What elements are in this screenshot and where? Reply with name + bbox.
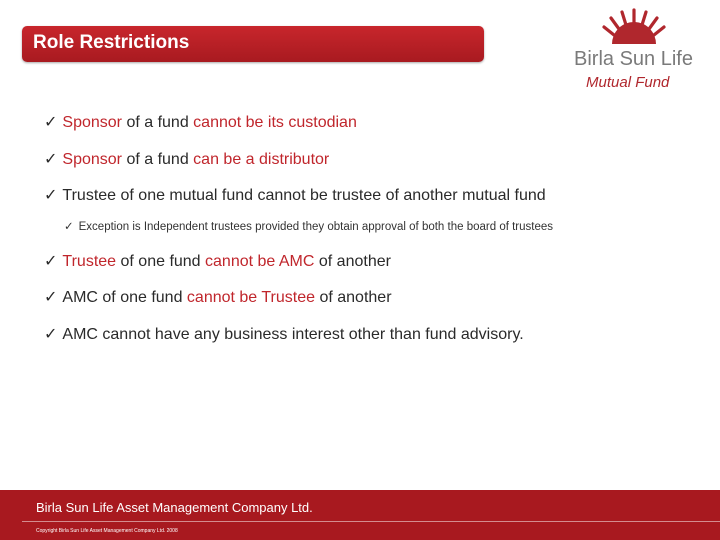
bullet-text: of a fund bbox=[122, 114, 194, 131]
bullet-text: Sponsor bbox=[62, 114, 122, 131]
checkmark-icon: ✓ bbox=[44, 289, 58, 306]
checkmark-icon: ✓ bbox=[44, 114, 58, 131]
bullet-text: can be a distributor bbox=[193, 151, 330, 168]
bullet-text: Exception is Independent trustees provided they obtain approval of both the board of trustees bbox=[78, 221, 554, 233]
sub-bullet-item bbox=[64, 219, 553, 233]
bullet-text: cannot be its custodian bbox=[193, 114, 357, 131]
checkmark-icon: ✓ bbox=[44, 187, 58, 204]
bullet-item bbox=[44, 149, 329, 169]
checkmark-icon: ✓ bbox=[64, 221, 74, 233]
logo-product-text: Mutual Fund bbox=[586, 74, 670, 91]
bullet-text: AMC cannot have any business interest other than fund advisory. bbox=[62, 326, 524, 343]
checkmark-icon: ✓ bbox=[44, 326, 58, 343]
bullet-text: Trustee of one mutual fund cannot be trustee of another mutual fund bbox=[62, 187, 546, 204]
bullet-text: of another bbox=[315, 289, 392, 306]
bullet-text: cannot be AMC bbox=[205, 253, 315, 270]
bullet-text: cannot be Trustee bbox=[186, 289, 316, 306]
logo-brand-text: Birla Sun Life bbox=[574, 48, 693, 70]
bullet-item bbox=[44, 185, 546, 205]
bullet-text: Trustee bbox=[62, 253, 117, 270]
bullet-item bbox=[44, 287, 392, 307]
bullet-text: of a fund bbox=[122, 151, 194, 168]
footer-company-name: Birla Sun Life Asset Management Company Ltd. bbox=[36, 500, 313, 515]
footer-bar bbox=[0, 490, 720, 540]
bullet-item bbox=[44, 251, 391, 271]
bullet-item bbox=[44, 112, 357, 132]
bullet-text: of one fund bbox=[116, 253, 206, 270]
slide-title: Role Restrictions bbox=[33, 32, 190, 53]
bullet-text: AMC of one fund bbox=[62, 289, 187, 306]
sun-logo-icon bbox=[560, 4, 710, 52]
bullet-text: of another bbox=[314, 253, 391, 270]
slide-title-bar bbox=[22, 26, 484, 62]
bullet-text: Sponsor bbox=[62, 151, 122, 168]
footer-copyright: Copyright Birla Sun Life Asset Management Company Ltd. 2008 bbox=[36, 528, 178, 534]
checkmark-icon: ✓ bbox=[44, 151, 58, 168]
bullet-item bbox=[44, 324, 524, 344]
footer-divider bbox=[22, 521, 720, 522]
brand-logo bbox=[560, 4, 710, 94]
checkmark-icon: ✓ bbox=[44, 253, 58, 270]
